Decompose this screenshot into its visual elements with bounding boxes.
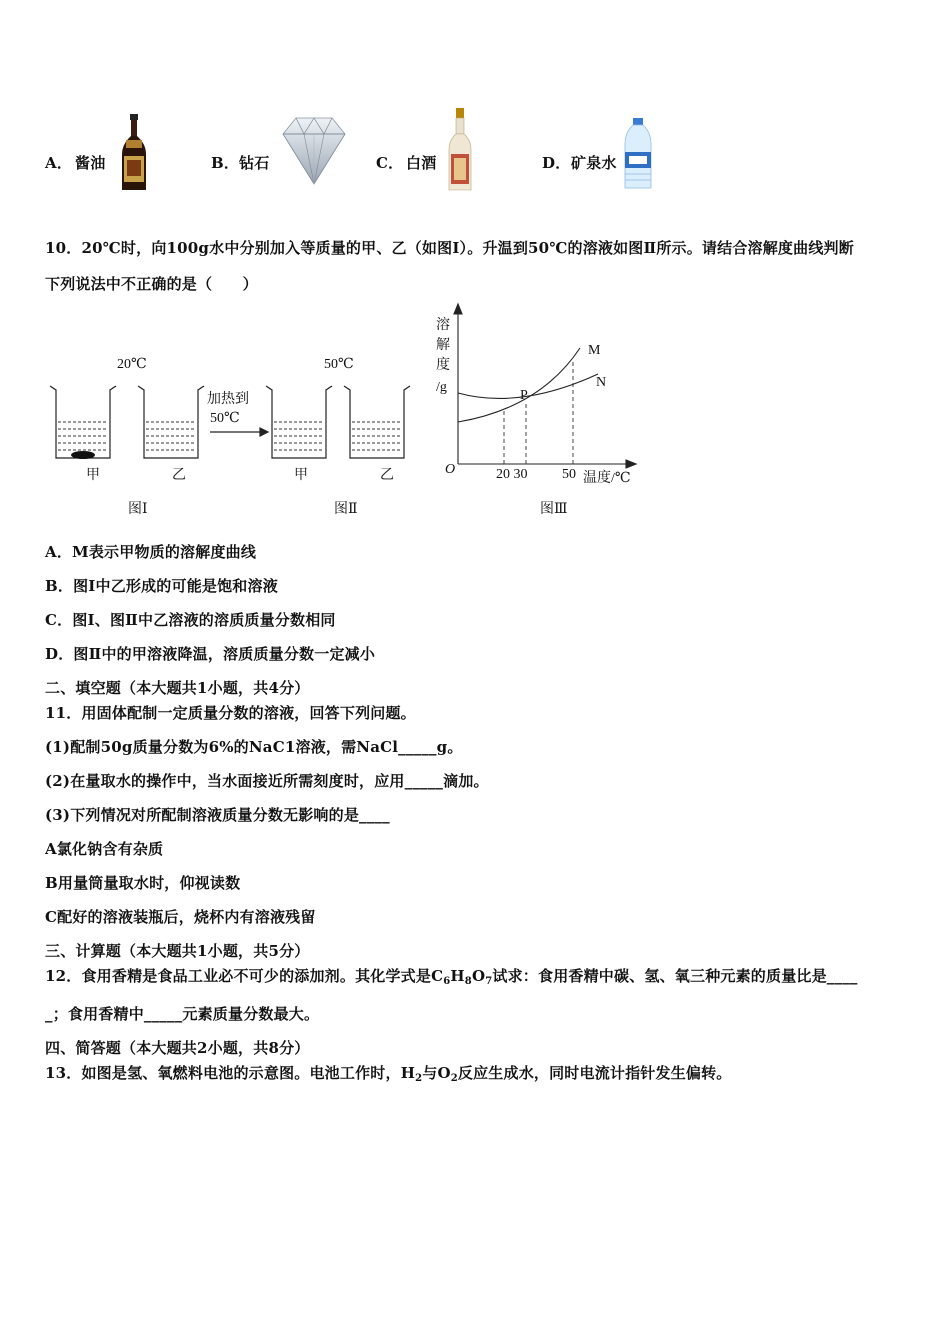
curve-m-label: M bbox=[588, 343, 601, 358]
beaker-4-label: 乙 bbox=[380, 468, 394, 483]
option-d-letter: D． bbox=[542, 154, 571, 172]
graph-xticks: 20 30 bbox=[496, 467, 528, 482]
graph-x50: 50 bbox=[562, 467, 576, 482]
q12-line2: _；食用香精中_____元素质量分数最大。 bbox=[45, 1005, 320, 1023]
option-a-letter: A． bbox=[45, 154, 73, 172]
figure-2-caption: 图Ⅱ bbox=[334, 502, 358, 517]
curve-n-label: N bbox=[596, 375, 607, 390]
q10-option-c: C．图Ⅰ、图Ⅱ中乙溶液的溶质质量分数相同 bbox=[45, 611, 336, 629]
curve-m bbox=[458, 348, 580, 422]
graph-ylabel-3: 度 bbox=[436, 358, 450, 373]
soy-sauce-bottle-icon bbox=[118, 114, 150, 192]
section-3-heading: 三、计算题（本大题共1小题，共5分） bbox=[45, 942, 310, 960]
q10-stem-line1: 10．20℃时，向100g水中分别加入等质量的甲、乙（如图Ⅰ）。升温到50℃的溶液如图Ⅱ所示。请结合溶解度曲线判断 bbox=[45, 239, 854, 257]
diamond-icon bbox=[282, 116, 346, 186]
section-4-heading: 四、简答题（本大题共2小题，共8分） bbox=[45, 1039, 310, 1057]
beaker-1-liquid bbox=[58, 422, 108, 450]
q10-stem-line2: 下列说法中不正确的是（ ） bbox=[45, 275, 258, 293]
solubility-graph bbox=[430, 300, 650, 490]
section-2-heading: 二、填空题（本大题共1小题，共4分） bbox=[45, 679, 310, 697]
beaker-figure bbox=[44, 350, 434, 522]
q11-stem: 11．用固体配制一定质量分数的溶液，回答下列问题。 bbox=[45, 704, 416, 722]
temp-50-label: 50℃ bbox=[324, 357, 354, 372]
beaker-4-liquid bbox=[352, 422, 402, 450]
graph-guides bbox=[504, 362, 573, 464]
q13-stem: 13．如图是氢、氧燃料电池的示意图。电池工作时，$H_2$与$O_2$反应生成水，同时电流计指针发生偏转。 bbox=[45, 1064, 732, 1084]
option-a-label: 酱油 bbox=[75, 154, 106, 172]
beaker-2-liquid bbox=[146, 422, 196, 450]
heating-label-line2: 50℃ bbox=[210, 411, 240, 426]
heating-label-line1: 加热到 bbox=[207, 392, 249, 407]
q12-stem-post: 试求：食用香精中碳、氢、氧三种元素的质量比是____ bbox=[492, 967, 858, 985]
point-p-label: P bbox=[520, 388, 528, 403]
figure-3-caption: 图Ⅲ bbox=[540, 502, 568, 517]
option-b-label: 钻石 bbox=[239, 154, 270, 172]
beaker-3-label: 甲 bbox=[294, 468, 308, 483]
q10-option-a: A．M表示甲物质的溶解度曲线 bbox=[45, 543, 257, 561]
q10-option-d: D．图Ⅱ中的甲溶液降温，溶质质量分数一定减小 bbox=[45, 645, 376, 663]
liquor-bottle-icon bbox=[446, 108, 474, 192]
q11-choice-a: A氯化钠含有杂质 bbox=[45, 840, 164, 858]
q11-choice-c: C配好的溶液装瓶后，烧杯内有溶液残留 bbox=[45, 908, 316, 926]
graph-ylabel-1: 溶 bbox=[436, 318, 450, 333]
q12-formula: $C_6H_8O_7$ bbox=[431, 967, 493, 987]
water-bottle-icon bbox=[622, 118, 654, 190]
beaker-2-label: 乙 bbox=[172, 468, 186, 483]
graph-xlabel: 温度/℃ bbox=[583, 471, 631, 486]
beaker-1-sediment bbox=[71, 451, 95, 459]
q10-option-b: B．图Ⅰ中乙形成的可能是饱和溶液 bbox=[45, 577, 278, 595]
q11-choice-b: B用量筒量取水时，仰视读数 bbox=[45, 874, 241, 892]
beaker-1-label: 甲 bbox=[86, 468, 100, 483]
q11-part2: (2)在量取水的操作中，当水面接近所需刻度时，应用_____滴加。 bbox=[45, 772, 489, 790]
option-c-letter: C． bbox=[376, 154, 404, 172]
curve-n bbox=[458, 374, 598, 398]
q11-part1: (1)配制50g质量分数为6%的NaC1溶液，需NaCl_____g。 bbox=[45, 738, 463, 756]
graph-ylabel-2: 解 bbox=[436, 338, 450, 353]
graph-origin: O bbox=[445, 462, 456, 477]
q12-line1 bbox=[45, 965, 858, 987]
figure-1-caption: 图Ⅰ bbox=[128, 502, 148, 517]
option-c-label: 白酒 bbox=[406, 154, 437, 172]
temp-20-label: 20℃ bbox=[117, 357, 147, 372]
heating-arrow bbox=[210, 428, 268, 436]
q11-part3: (3)下列情况对所配制溶液质量分数无影响的是____ bbox=[45, 806, 390, 824]
beaker-3-liquid bbox=[274, 422, 324, 450]
option-b-letter: B． bbox=[211, 154, 240, 172]
q12-stem-pre: 12．食用香精是食品工业必不可少的添加剂。其化学式是 bbox=[45, 967, 432, 985]
graph-ylabel-4: /g bbox=[436, 380, 447, 395]
option-d-label: 矿泉水 bbox=[571, 154, 617, 172]
